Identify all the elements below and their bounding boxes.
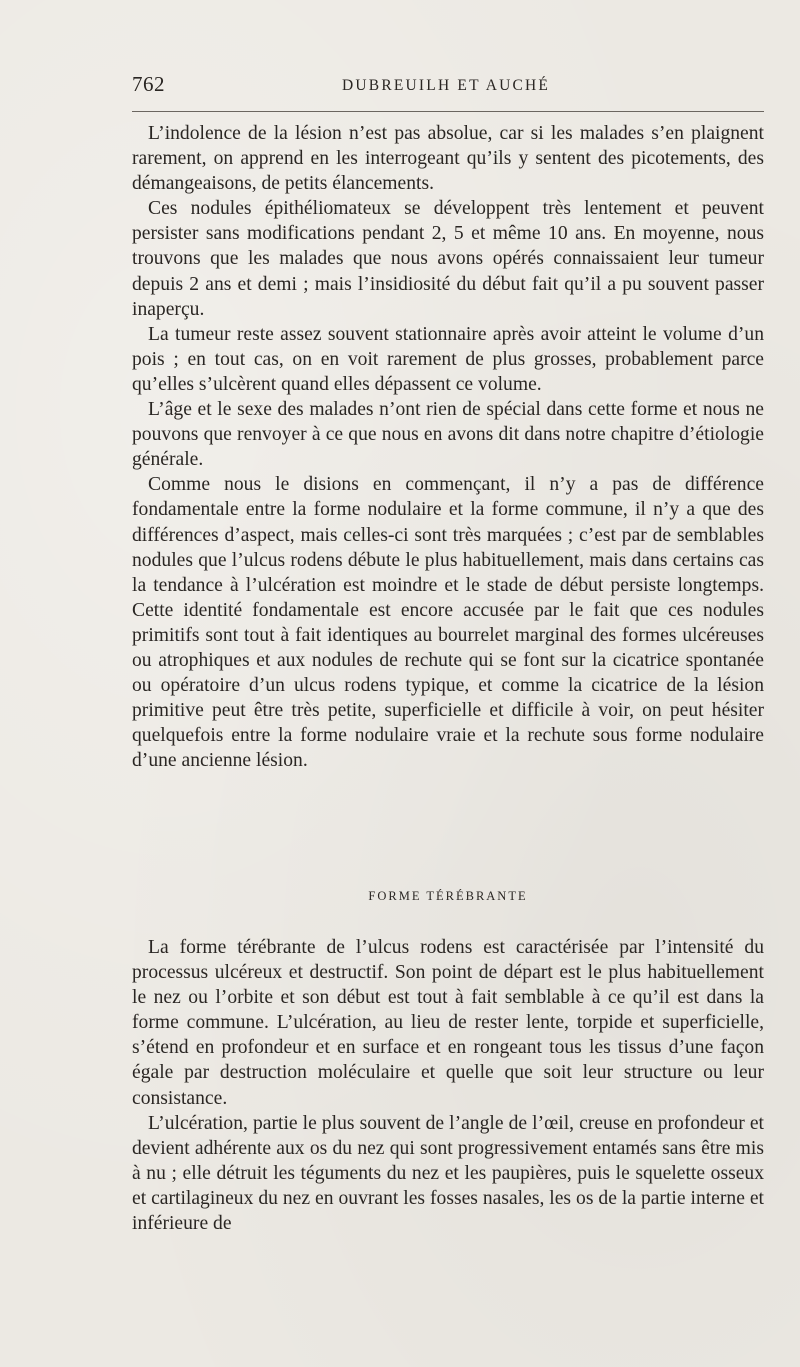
- paragraph: Comme nous le disions en commençant, il n’y a pas de différence fondamentale entre la forme nodulaire et la forme commune, il n’y a que des différences d’aspect, mais celles-ci sont très marquées ; c’est par de semblables nodules que l’ulcus rodens débute le plus habituellement, mais dans certains cas la tendance à l’ulcération est moindre et le stade de début persiste longtemps. Cette identité fondamentale est encore accusée par le fait que ces nodules primitifs sont tout à fait identiques au bourrelet marginal des formes ulcéreuses ou atrophiques et aux nodules de rechute qui se font sur la cicatrice spontanée ou opératoire d’un ulcus rodens typique, et comme la cicatrice de la lésion primitive peut être très petite, superficielle et difficile à voir, on peut hésiter quelquefois entre la forme nodulaire vraie et la rechute sous forme nodulaire d’une ancienne lésion.: [132, 474, 764, 772]
- paragraph: L’indolence de la lésion n’est pas absolue, car si les malades s’en plaignent rarement, on apprend en les interrogeant qu’ils y sentent des picotements, des démangeaisons, de petits élancements.: [132, 123, 764, 195]
- paragraph: La forme térébrante de l’ulcus rodens est caractérisée par l’intensité du processus ulcéreux et destructif. Son point de départ est le plus habituellement le nez ou l’orbite et son début est tout à fait semblable à ce qu’il est dans la forme commune. L’ulcération, au lieu de rester lente, torpide et superficielle, s’étend en profondeur et en surface et en rongeant tous les tissus d’une façon égale par destruction moléculaire et quelle que soit leur structure ou leur consistance.: [132, 937, 764, 1109]
- paragraph: L’âge et le sexe des malades n’ont rien de spécial dans cette forme et nous ne pouvons que renvoyer à ce que nous en avons dit dans notre chapitre d’étiologie générale.: [132, 399, 764, 471]
- page-header: [132, 72, 762, 102]
- paragraph: L’ulcération, partie le plus souvent de l’angle de l’œil, creuse en profondeur et devient adhérente aux os du nez qui sont progressivement entamés sans être mis à nu ; elle détruit les téguments du nez et les paupières, puis le squelette osseux et cartilagineux du nez en ouvrant les fosses nasales, les os de la partie interne et inférieure de: [132, 1112, 764, 1235]
- running-head: DUBREUILH ET AUCHÉ: [342, 77, 551, 94]
- paragraph: La tumeur reste assez souvent stationnaire après avoir atteint le volume d’un pois ; en tout cas, on en voit rarement de plus grosses, probablement parce qu’elles s’ulcèrent quand elles dépassent ce volume.: [132, 323, 764, 395]
- section-nodulaire-text: [132, 121, 764, 773]
- section-heading: FORME TÉRÉBRANTE: [368, 889, 528, 903]
- page-number: 762: [132, 72, 165, 96]
- section-terebrante-text: [132, 935, 764, 1236]
- header-rule: [132, 111, 764, 112]
- paragraph: Ces nodules épithéliomateux se développent très lentement et peuvent persister sans modifications pendant 2, 5 et même 10 ans. En moyenne, nous trouvons que les malades que nous avons opérés connaissaient leur tumeur depuis 2 ans et demi ; mais l’insidiosité du début fait qu’il a pu souvent passer inaperçu.: [132, 198, 764, 320]
